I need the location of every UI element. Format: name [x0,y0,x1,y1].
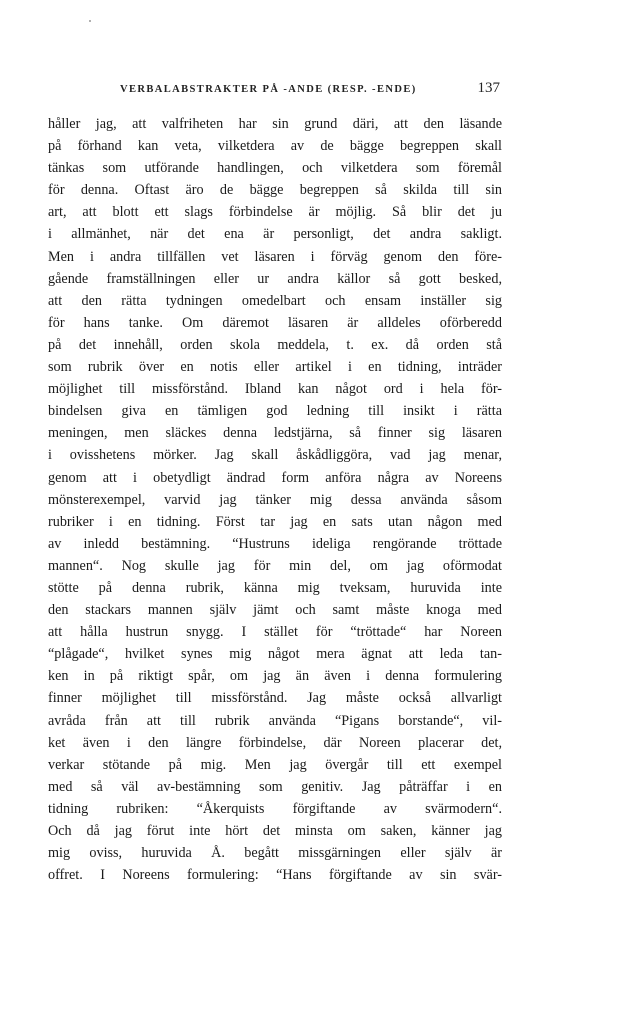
text-line: Och då jag förut inte hört det minsta om saken, känner jag [48,823,502,839]
text-line: offret. I Noreens formulering: “Hans förgiftande av sin svär- [48,867,502,884]
text-line: för hans tanke. Om däremot läsaren är alldeles oförberedd [48,314,502,331]
text-line: “plågade“, hvilket synes mig något mera ägnat att leda tan- [48,646,502,663]
text-line: på det innehåll, orden skola meddela, t. ex. då orden stå [48,336,502,353]
text-line: av inledd bestämning. “Hustruns ideliga rengörande tröttade [48,535,502,552]
text-line: art, att blott ett slags förbindelse är möjlig. Så blir det ju [48,204,502,221]
text-line: som rubrik över en notis eller artikel i en tidning, inträder [48,359,502,376]
text-line: bindelsen giva en tämligen god ledning till insikt i rätta [48,403,502,420]
text-line: meningen, men släckes denna ledstjärna, så finner sig läsaren [48,425,502,442]
text-line: att den rätta tydningen omedelbart och ensam inställer sig [48,292,502,309]
text-line: mönsterexempel, varvid jag tänker mig dessa använda såsom [48,491,502,508]
text-line: ken in på riktigt spår, om jag än även i denna formulering [48,668,502,685]
text-line: Men i andra tillfällen vet läsaren i förväg genom den före- [48,248,502,265]
text-line: tidning rubriken: “Åkerquists förgiftande av svärmodern“. [48,800,502,817]
text-line: ket även i den längre förbindelse, där Noreen placerar det, [48,734,502,751]
text-line: rubriker i en tidning. Först tar jag en sats utan någon med [48,513,502,530]
text-line: finner möjlighet till missförstånd. Jag måste också allvarligt [48,690,502,707]
text-line: mig oviss, huruvida Å. begått missgärningen eller själv är [48,845,502,862]
paper-speck [89,20,91,22]
body-text [48,113,502,886]
text-line: tänkas som utförande handlingen, och vilketdera som föremål [48,160,502,177]
text-line: den stackars mannen själv jämt och samt måste knoga med [48,602,502,619]
text-line: för denna. Oftast äro de bägge begreppen så skilda till sin [48,182,502,199]
page-number: 137 [477,80,500,96]
text-line: på förhand kan veta, vilketdera av de bägge begreppen skall [48,138,502,155]
text-line: stötte på denna rubrik, känna mig tveksam, huruvida inte [48,579,502,596]
text-line: avråda från att till rubrik använda “Pigans borstande“, vil- [48,712,502,729]
text-line: gående framställningen eller ur andra källor så gott besked, [48,270,502,287]
text-line: genom att i obetydligt ändrad form anföra några av Noreens [48,469,502,486]
text-line: i allmänhet, när det ena är personligt, det andra sakligt. [48,226,502,243]
text-line: verkar stötande på mig. Men jag övergår till ett exempel [48,756,502,773]
text-line: håller jag, att valfriheten har sin grund däri, att den läsande [48,116,502,132]
running-header: VERBALABSTRAKTER PÅ -ANDE (RESP. -ENDE) [120,84,417,95]
text-line: möjlighet till missförstånd. Ibland kan något ord i hela för- [48,381,502,398]
text-line: mannen“. Nog skulle jag för min del, om jag oförmodat [48,557,502,574]
text-line: med så väl av-bestämning som genitiv. Jag påträffar i en [48,778,502,795]
text-line: i ovisshetens mörker. Jag skall åskådliggöra, vad jag menar, [48,447,502,464]
text-line: att hålla hustrun snygg. I stället för “tröttade“ har Noreen [48,624,502,641]
